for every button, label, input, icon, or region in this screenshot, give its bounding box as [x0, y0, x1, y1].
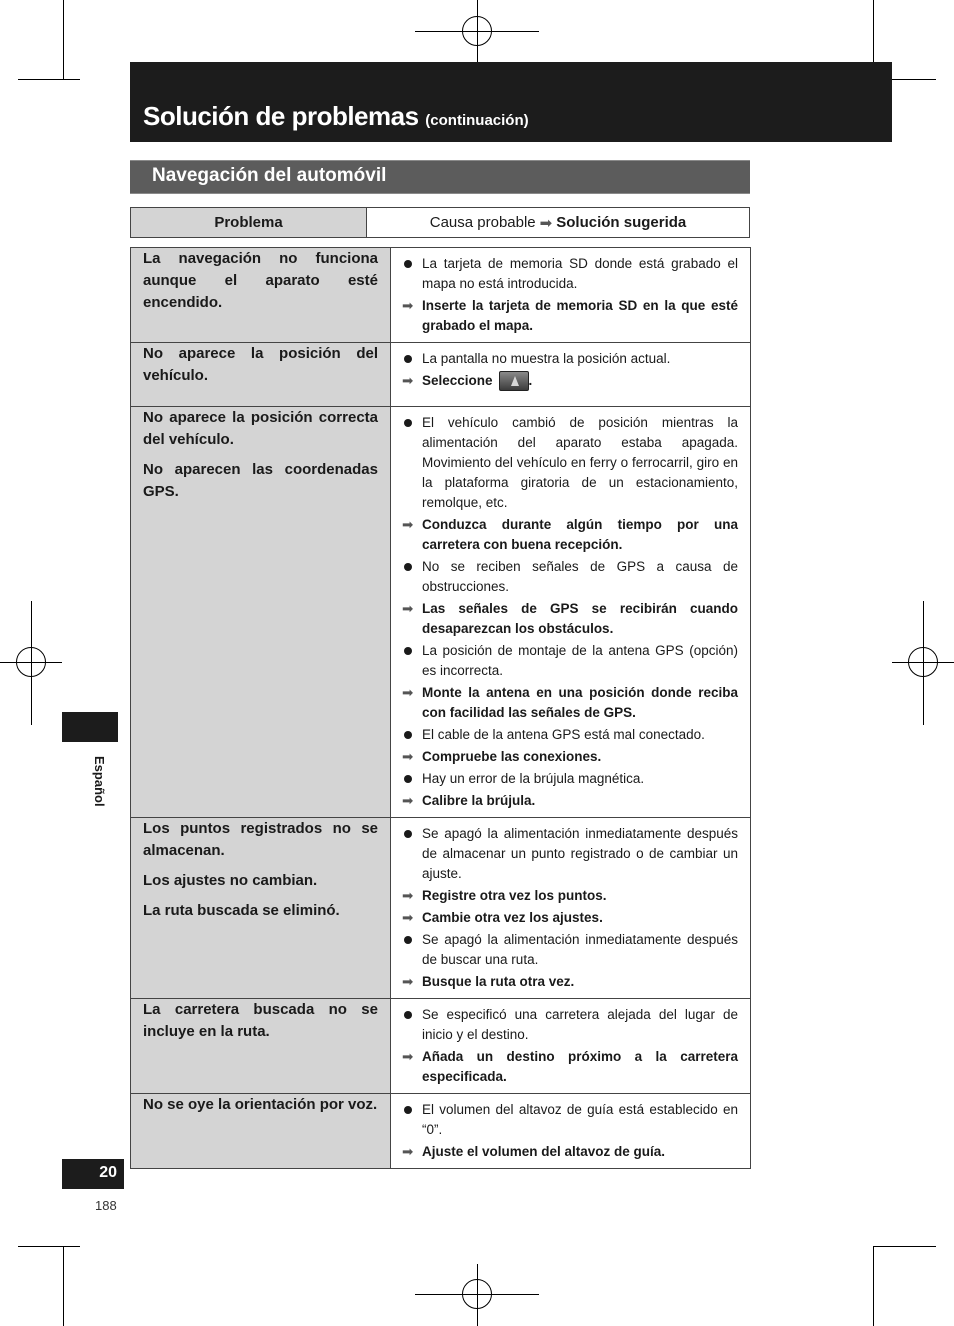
arrow-right-icon: ➡	[402, 888, 414, 903]
solution-cell	[391, 407, 751, 818]
remedy-item	[403, 908, 738, 928]
problem-text: No aparecen las coordenadas GPS.	[143, 461, 378, 500]
cause-text: Se apagó la alimentación inmediatamente después de buscar una ruta.	[422, 932, 738, 967]
remedy-item	[403, 1142, 738, 1162]
arrow-right-icon: ➡	[539, 214, 553, 232]
cause-item	[403, 824, 738, 884]
remedy-text: Registre otra vez los puntos.	[422, 888, 607, 903]
problem-column-header: Problema	[131, 208, 367, 237]
cause-item	[403, 930, 738, 970]
cause-solution-column-header	[367, 208, 749, 237]
page-title-text: Solución de problemas	[143, 101, 419, 131]
solution-cell	[391, 1094, 751, 1169]
solution-cell	[391, 999, 751, 1094]
registration-target-icon	[16, 647, 46, 677]
cause-item	[403, 1005, 738, 1045]
cause-text: Hay un error de la brújula magnética.	[422, 771, 645, 786]
arrow-right-icon: ➡	[402, 373, 414, 388]
solution-cell	[391, 343, 751, 407]
remedy-text: Compruebe las conexiones.	[422, 749, 602, 764]
problem-cell	[131, 343, 391, 407]
arrow-right-icon: ➡	[402, 1049, 414, 1064]
problem-text: Los puntos registrados no se almacenan.	[143, 820, 378, 859]
problem-cell	[131, 1094, 391, 1169]
problem-cell	[131, 999, 391, 1094]
crop-mark	[18, 1246, 80, 1247]
cause-item	[403, 1100, 738, 1140]
arrow-right-icon: ➡	[402, 974, 414, 989]
cause-item	[403, 413, 738, 513]
remedy-item	[403, 683, 738, 723]
arrow-right-icon: ➡	[402, 910, 414, 925]
section-title: Navegación del automóvil	[152, 165, 387, 186]
table-header	[130, 207, 750, 238]
cause-text: El vehículo cambió de posición mientras la alimentación del aparato estaba apagada. Movimiento del vehículo en ferry o ferrocarril, giro en la plataforma giratoria de un estacionamiento, remolque, etc.	[422, 415, 738, 510]
table-row	[131, 818, 751, 999]
solution-cell	[391, 248, 751, 343]
remedy-text: Ajuste el volumen del altavoz de guía.	[422, 1144, 666, 1159]
remedy-text: Busque la ruta otra vez.	[422, 974, 575, 989]
cause-item	[403, 725, 738, 745]
language-tab	[62, 712, 118, 742]
remedy-item	[403, 791, 738, 811]
problem-text: La carretera buscada no se incluye en la ruta.	[143, 1001, 378, 1040]
crop-mark	[873, 1246, 936, 1247]
remedy-text: Conduzca durante algún tiempo por una carretera con buena recepción.	[422, 517, 738, 552]
remedy-text: Monte la antena en una posición donde reciba con facilidad las señales de GPS.	[422, 685, 738, 720]
arrow-right-icon: ➡	[402, 601, 414, 616]
remedy-item	[403, 371, 738, 391]
crop-mark	[873, 1246, 874, 1326]
remedy-item	[403, 747, 738, 767]
problem-cell	[131, 407, 391, 818]
problem-text: No aparece la posición correcta del vehículo.	[143, 409, 378, 448]
crop-mark	[63, 1246, 64, 1326]
arrow-right-icon: ➡	[402, 685, 414, 700]
crop-mark	[63, 0, 64, 80]
problem-text: No se oye la orientación por voz.	[143, 1096, 378, 1113]
cause-text: La tarjeta de memoria SD donde está grabado el mapa no está introducida.	[422, 256, 738, 291]
remedy-suffix: .	[528, 373, 533, 388]
arrow-right-icon: ➡	[402, 749, 414, 764]
solution-header-label: Solución sugerida	[556, 214, 687, 231]
crop-mark	[18, 79, 80, 80]
remedy-item	[403, 515, 738, 555]
cause-text: La posición de montaje de la antena GPS (opción) es incorrecta.	[422, 643, 738, 678]
remedy-text: Calibre la brújula.	[422, 793, 536, 808]
remedy-item	[403, 296, 738, 336]
cause-item	[403, 641, 738, 681]
language-label: Español	[92, 756, 107, 807]
remedy-item	[403, 972, 738, 992]
page-header	[130, 62, 892, 142]
problem-text: La navegación no funciona aunque el aparato esté encendido.	[143, 250, 378, 311]
table-row	[131, 343, 751, 407]
cause-item	[403, 349, 738, 369]
cause-text: Se apagó la alimentación inmediatamente después de almacenar un punto registrado o de cambiar un ajuste.	[422, 826, 738, 881]
cause-item	[403, 769, 738, 789]
current-position-button-icon	[499, 371, 529, 391]
remedy-text: Las señales de GPS se recibirán cuando desaparezcan los obstáculos.	[422, 601, 738, 636]
cause-text: La pantalla no muestra la posición actual.	[422, 351, 671, 366]
cause-item	[403, 254, 738, 294]
section-page-number: 20	[99, 1164, 117, 1181]
cause-text: El cable de la antena GPS está mal conectado.	[422, 727, 705, 742]
remedy-text: Añada un destino próximo a la carretera especificada.	[422, 1049, 738, 1084]
remedy-text: Seleccione	[422, 373, 493, 388]
arrow-right-icon: ➡	[402, 1144, 414, 1159]
table-row	[131, 999, 751, 1094]
problem-cell	[131, 248, 391, 343]
problem-text: Los ajustes no cambian.	[143, 872, 318, 889]
cause-text: El volumen del altavoz de guía está establecido en “0”.	[422, 1102, 738, 1137]
remedy-item	[403, 1047, 738, 1087]
cause-header-label: Causa probable	[429, 214, 536, 231]
arrow-right-icon: ➡	[402, 793, 414, 808]
registration-target-icon	[462, 1279, 492, 1309]
remedy-item	[403, 599, 738, 639]
cause-text: Se especificó una carretera alejada del lugar de inicio y el destino.	[422, 1007, 738, 1042]
section-heading	[130, 160, 750, 194]
arrow-right-icon: ➡	[402, 517, 414, 532]
problem-text: La ruta buscada se eliminó.	[143, 902, 340, 919]
page-title	[143, 101, 529, 132]
remedy-text: Inserte la tarjeta de memoria SD en la que esté grabado el mapa.	[422, 298, 738, 333]
troubleshooting-table	[130, 247, 751, 1169]
page-subtitle: (continuación)	[425, 112, 529, 129]
table-row	[131, 248, 751, 343]
solution-cell	[391, 818, 751, 999]
section-page-badge	[62, 1159, 124, 1189]
arrow-right-icon: ➡	[402, 298, 414, 313]
problem-cell	[131, 818, 391, 999]
table-row	[131, 1094, 751, 1169]
cause-item	[403, 557, 738, 597]
table-row	[131, 407, 751, 818]
remedy-text: Cambie otra vez los ajustes.	[422, 910, 603, 925]
cause-text: No se reciben señales de GPS a causa de obstrucciones.	[422, 559, 738, 594]
remedy-item	[403, 886, 738, 906]
registration-target-icon	[462, 16, 492, 46]
page-number: 188	[95, 1198, 117, 1213]
problem-text: No aparece la posición del vehículo.	[143, 345, 378, 384]
registration-target-icon	[908, 647, 938, 677]
